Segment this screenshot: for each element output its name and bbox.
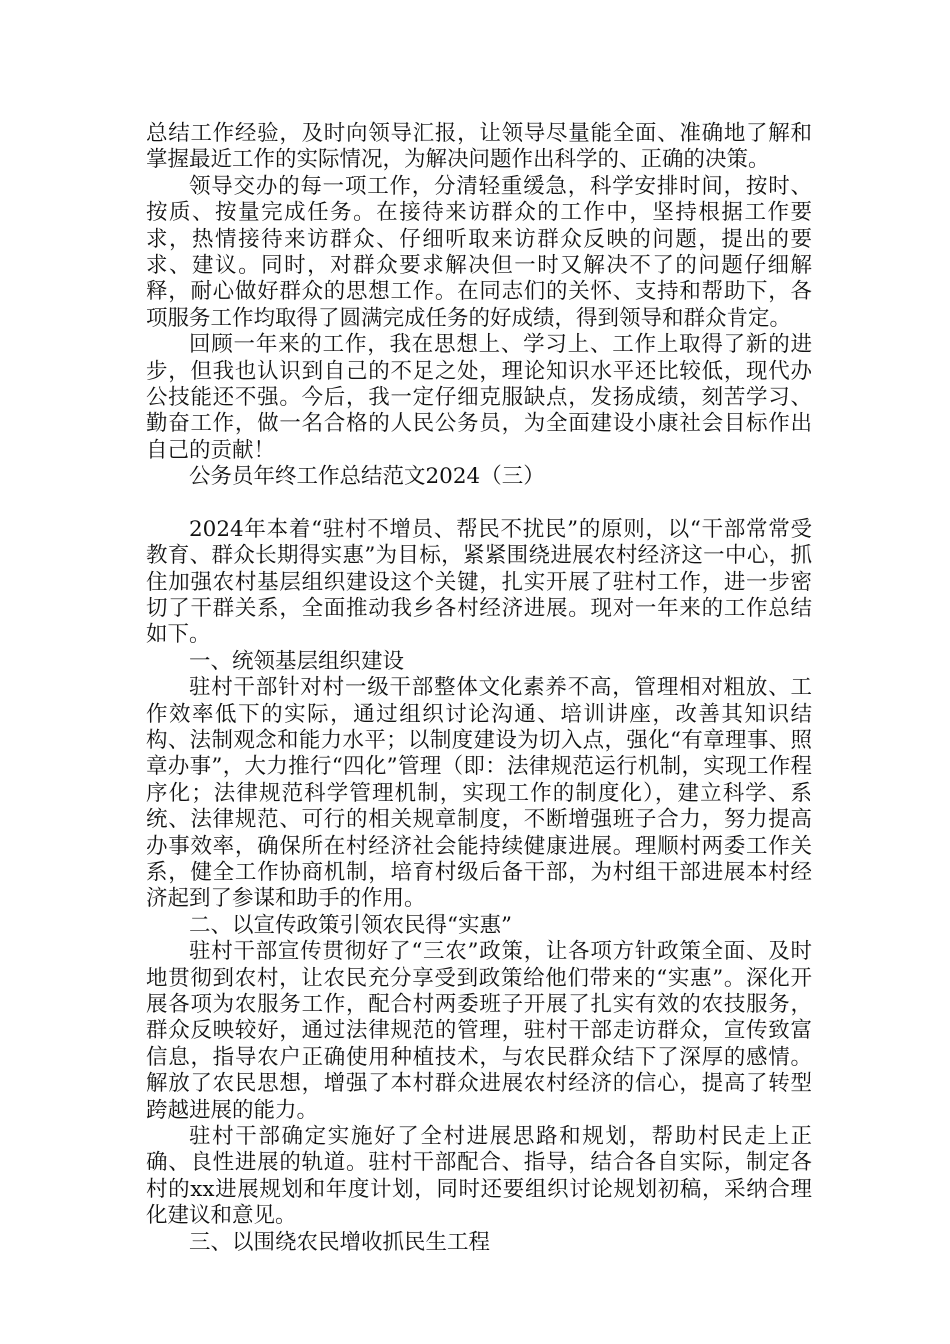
heading-3: 三、以围绕农民增收抓民生工程 (189, 1229, 491, 1255)
paragraph-planning: 驻村干部确定实施好了全村进展思路和规划，帮助村民走上正确、良性进展的轨道。驻村干部配合、指导，结合各自实际，制定各村的xx进展规划和年度计划，同时还要组织讨论规划初稿，采纳合理化建议和意见。 (146, 1124, 812, 1229)
paragraph-policy: 驻村干部宣传贯彻好了“三农”政策，让各项方针政策全面、及时地贯彻到农村，让农民充分享受到政策给他们带来的“实惠”。深化开展各项为农服务工作，配合村两委班子开展了扎实有效的农技服务，群众反映较好，通过法律规范的管理，驻村干部走访群众，宣传致富信息，指导农户正确使用种植技术，与农民群众结下了深厚的感情。解放了农民思想，增强了本村群众进展农村经济的信心，提高了转型跨越进展的能力。 (146, 939, 812, 1123)
paragraph-organization: 驻村干部针对村一级干部整体文化素养不高，管理相对粗放、工作效率低下的实际，通过组织讨论沟通、培训讲座，改善其知识结构、法制观念和能力水平；以制度建设为切入点，强化“有章理事、照章办事”，大力推行“四化”管理（即：法律规范运行机制，实现工作程序化；法律规范科学管理机制，实现工作的制度化），建立科学、系统、法律规范、可行的相关规章制度，不断增强班子合力，努力提高办事效率，确保所在村经济社会能持续健康进展。理顺村两委工作关系，健全工作协商机制，培育村级后备干部，为村组干部进展本村经济起到了参谋和助手的作用。 (146, 675, 812, 912)
paragraph-continuation: 总结工作经验，及时向领导汇报，让领导尽量能全面、准确地了解和掌握最近工作的实际情况，为解决问题作出科学的、正确的决策。 (146, 121, 812, 173)
document-body (146, 121, 812, 1256)
paragraph-year-review: 回顾一年来的工作，我在思想上、学习上、工作上取得了新的进步，但我也认识到自己的不足之处，理论知识水平还比较低，现代办公技能还不强。今后，我一定仔细克服缺点，发扬成绩，刻苦学习、勤奋工作，做一名合格的人民公务员，为全面建设小康社会目标作出自己的贡献！ (146, 332, 812, 463)
heading-1: 一、统领基层组织建设 (189, 648, 405, 674)
section-title: 公务员年终工作总结范文2024（三） (189, 464, 545, 490)
paragraph-task-handling: 领导交办的每一项工作，分清轻重缓急，科学安排时间，按时、按质、按量完成任务。在接待来访群众的工作中，坚持根据工作要求，热情接待来访群众、仔细听取来访群众反映的问题，提出的要求、建议。同时，对群众要求解决但一时又解决不了的问题仔细解释，耐心做好群众的思想工作。在同志们的关怀、支持和帮助下，各项服务工作均取得了圆满完成任务的好成绩，得到领导和群众肯定。 (146, 173, 812, 331)
heading-2: 二、以宣传政策引领农民得“实惠” (189, 912, 512, 938)
paragraph-intro: 2024年本着“驻村不增员、帮民不扰民”的原则，以“干部常常受教育、群众长期得实惠”为目标，紧紧围绕进展农村经济这一中心，抓住加强农村基层组织建设这个关键，扎实开展了驻村工作，进一步密切了干群关系，全面推动我乡各村经济进展。现对一年来的工作总结如下。 (146, 516, 812, 648)
